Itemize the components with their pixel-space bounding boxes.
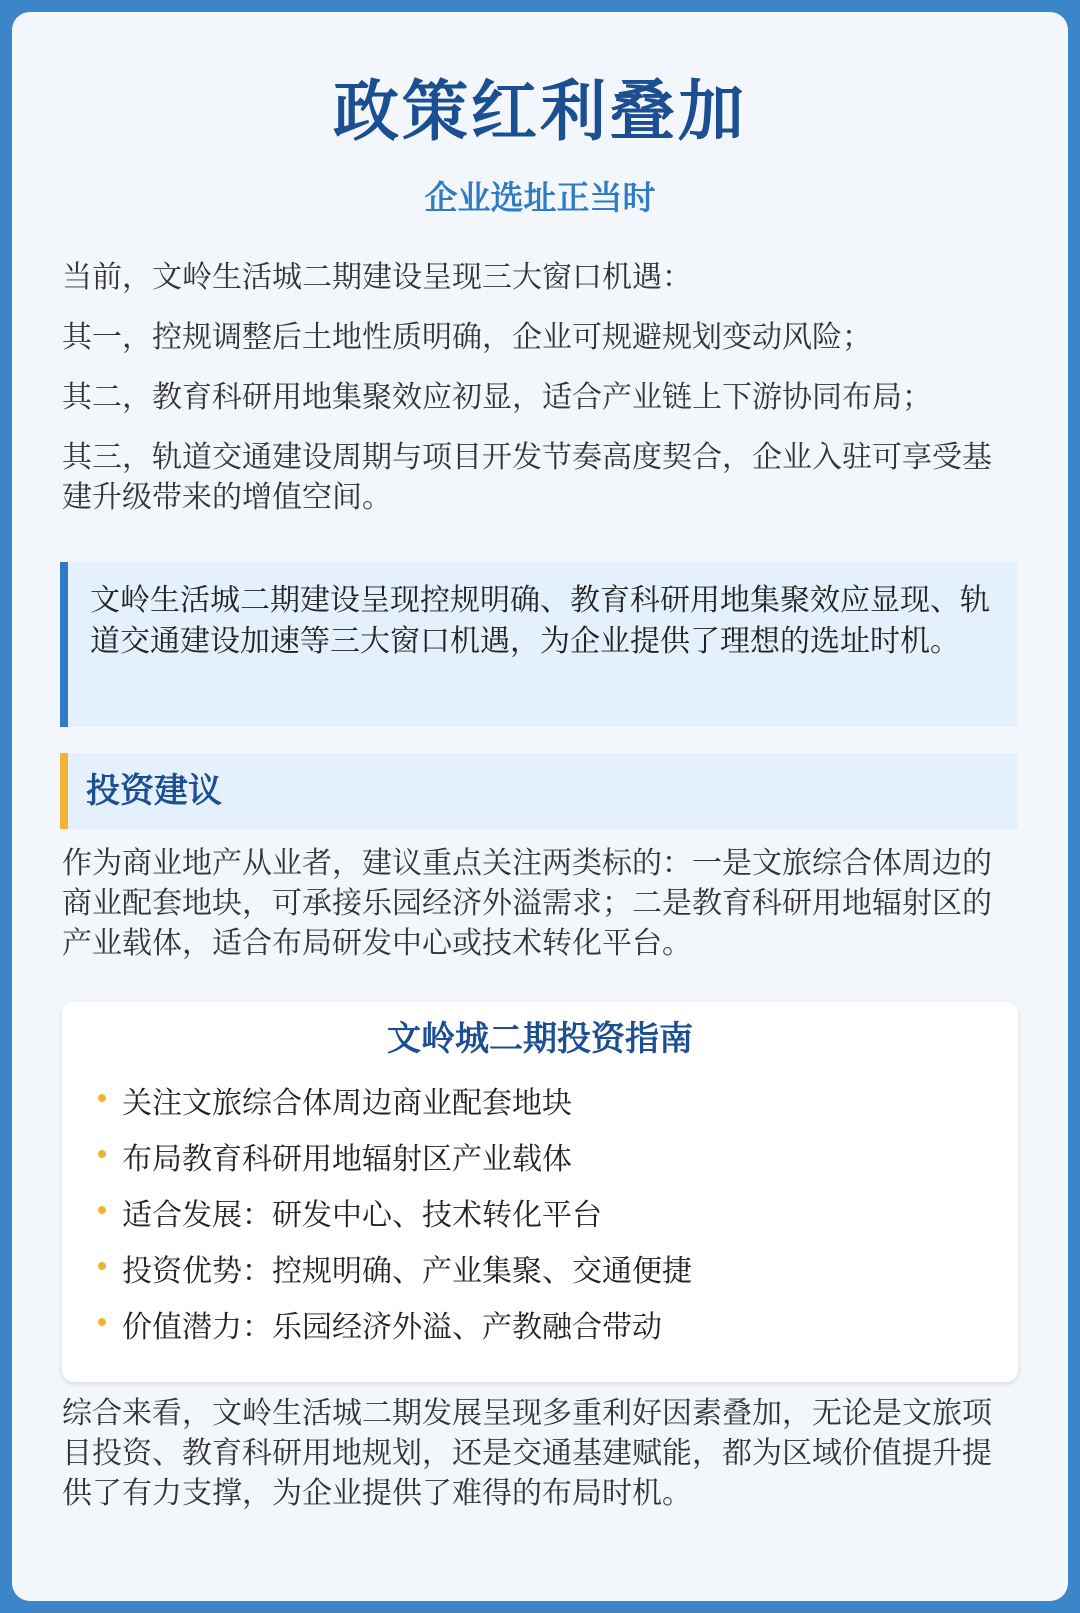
list-item	[98, 1244, 692, 1300]
bullet-icon	[98, 1094, 106, 1102]
investment-guide-card	[62, 1002, 1018, 1382]
page-title: 政策红利叠加	[333, 73, 747, 150]
guide-item-text: 投资优势：控规明确、产业集聚、交通便捷	[122, 1254, 692, 1289]
list-item	[98, 1132, 692, 1188]
guide-item-text: 关注文旅综合体周边商业配套地块	[122, 1086, 572, 1121]
page-subtitle: 企业选址正当时	[424, 178, 656, 217]
callout-text: 文岭生活城二期建设呈现控规明确、教育科研用地集聚效应显现、轨道交通建设加速等三大窗口机遇，为企业提供了理想的选址时机。	[90, 583, 990, 659]
highlight-callout	[60, 562, 1018, 727]
section-heading-investment: 投资建议	[60, 753, 1018, 829]
conclusion-text: 综合来看，文岭生活城二期发展呈现多重利好因素叠加，无论是文旅项目投资、教育科研用地规划，还是交通基建赋能，都为区域价值提升提供了有力支撑，为企业提供了难得的布局时机。	[62, 1396, 992, 1511]
bullet-icon	[98, 1206, 106, 1214]
investment-advice-text: 作为商业地产从业者，建议重点关注两类标的：一是文旅综合体周边的商业配套地块，可承接乐园经济外溢需求；二是教育科研用地辐射区的产业载体，适合布局研发中心或技术转化平台。	[62, 846, 992, 961]
intro-line-4: 其三，轨道交通建设周期与项目开发节奏高度契合，企业入驻可享受基建升级带来的增值空间。	[62, 440, 992, 515]
guide-item-text: 价值潜力：乐园经济外溢、产教融合带动	[122, 1310, 662, 1345]
intro-line-2: 其一，控规调整后土地性质明确，企业可规避规划变动风险；	[62, 320, 872, 355]
intro-line-1: 当前，文岭生活城二期建设呈现三大窗口机遇：	[62, 260, 692, 295]
poster-card	[12, 12, 1068, 1601]
intro-line-3: 其二，教育科研用地集聚效应初显，适合产业链上下游协同布局；	[62, 380, 932, 415]
list-item	[98, 1188, 692, 1244]
bullet-icon	[98, 1262, 106, 1270]
guide-item-text: 布局教育科研用地辐射区产业载体	[122, 1142, 572, 1177]
bullet-icon	[98, 1318, 106, 1326]
guide-title: 文岭城二期投资指南	[387, 1019, 693, 1059]
list-item	[98, 1076, 692, 1132]
guide-item-text: 适合发展：研发中心、技术转化平台	[122, 1198, 602, 1233]
guide-list	[98, 1076, 692, 1356]
bullet-icon	[98, 1150, 106, 1158]
list-item	[98, 1300, 692, 1356]
